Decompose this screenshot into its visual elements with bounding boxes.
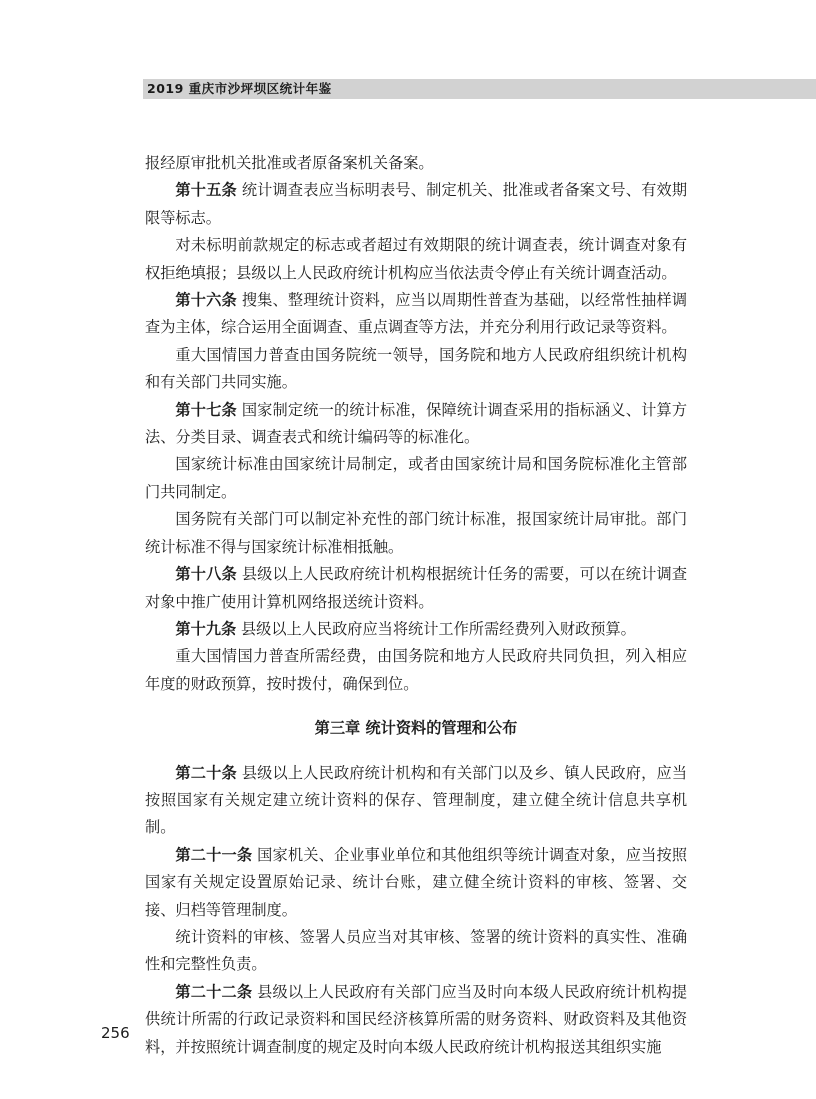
paragraph: 重大国情国力普查所需经费，由国务院和地方人民政府共同负担，列入相应年度的财政预算，按时拨付，确保到位。: [145, 647, 687, 693]
article-21: [145, 842, 687, 924]
article-16: [145, 287, 687, 342]
article-heading: 第十九条: [175, 619, 237, 638]
article-text: 县级以上人民政府应当将统计工作所需经费列入财政预算。: [236, 619, 636, 638]
article-heading: 第二十二条: [175, 982, 253, 1001]
chapter-title: 第三章 统计资料的管理和公布: [314, 719, 518, 738]
article-text: 县级以上人民政府统计机构和有关部门以及乡、镇人民政府，应当按照国家有关规定建立统计资料的保存、管理制度，建立健全统计信息共享机制。: [145, 763, 688, 837]
article-text: 县级以上人民政府有关部门应当及时向本级人民政府统计机构提供统计所需的行政记录资料和国民经济核算所需的财务资料、财政资料及其他资料，并按照统计调查制度的规定及时向本级人民政府统计机构报送其组织实施: [145, 982, 688, 1056]
article-17: [145, 397, 687, 452]
paragraph: 重大国情国力普查由国务院统一领导，国务院和地方人民政府组织统计机构和有关部门共同实施。: [145, 345, 687, 392]
article-text: 统计调查表应当标明表号、制定机关、批准或者备案文号、有效期限等标志。: [145, 181, 688, 227]
article-heading: 第二十条: [175, 763, 237, 782]
article-22: [145, 979, 687, 1061]
article-text: 国家制定统一的统计标准，保障统计调查采用的指标涵义、计算方法、分类目录、调查表式和统计编码等的标准化。: [145, 400, 688, 447]
page-body: [145, 150, 687, 1061]
paragraph: 国家统计标准由国家统计局制定，或者由国家统计局和国务院标准化主管部门共同制定。: [145, 455, 687, 501]
article-heading: 第十六条: [175, 291, 237, 310]
article-heading: 第十五条: [175, 181, 237, 200]
paragraph: 统计资料的审核、签署人员应当对其审核、签署的统计资料的真实性、准确性和完整性负责。: [145, 927, 687, 974]
article-text: 国家机关、企业事业单位和其他组织等统计调查对象，应当按照国家有关规定设置原始记录、统计台账，建立健全统计资料的审核、签署、交接、归档等管理制度。: [145, 845, 688, 919]
paragraph: 对未标明前款规定的标志或者超过有效期限的统计调查表，统计调查对象有权拒绝填报；县级以上人民政府统计机构应当依法责令停止有关统计调查活动。: [145, 236, 687, 282]
paragraph: 报经原审批机关批准或者原备案机关备案。: [145, 154, 434, 172]
article-heading: 第十八条: [175, 565, 237, 584]
article-20: [145, 760, 687, 842]
page-number: 256: [101, 1024, 130, 1042]
article-heading: 第二十一条: [175, 845, 253, 864]
article-heading: 第十七条: [175, 400, 237, 419]
article-18: [145, 561, 687, 616]
article-19: [145, 616, 687, 643]
article-text: 搜集、整理统计资料，应当以周期性普查为基础，以经常性抽样调查为主体，综合运用全面调查、重点调查等方法，并充分利用行政记录等资料。: [145, 291, 688, 337]
article-15: [145, 177, 687, 232]
article-text: 县级以上人民政府统计机构根据统计任务的需要，可以在统计调查对象中推广使用计算机网络报送统计资料。: [145, 565, 688, 611]
running-header: 2019 重庆市沙坪坝区统计年鉴: [147, 81, 332, 96]
paragraph: 国务院有关部门可以制定补充性的部门统计标准，报国家统计局审批。部门统计标准不得与国家统计标准相抵触。: [145, 510, 687, 556]
